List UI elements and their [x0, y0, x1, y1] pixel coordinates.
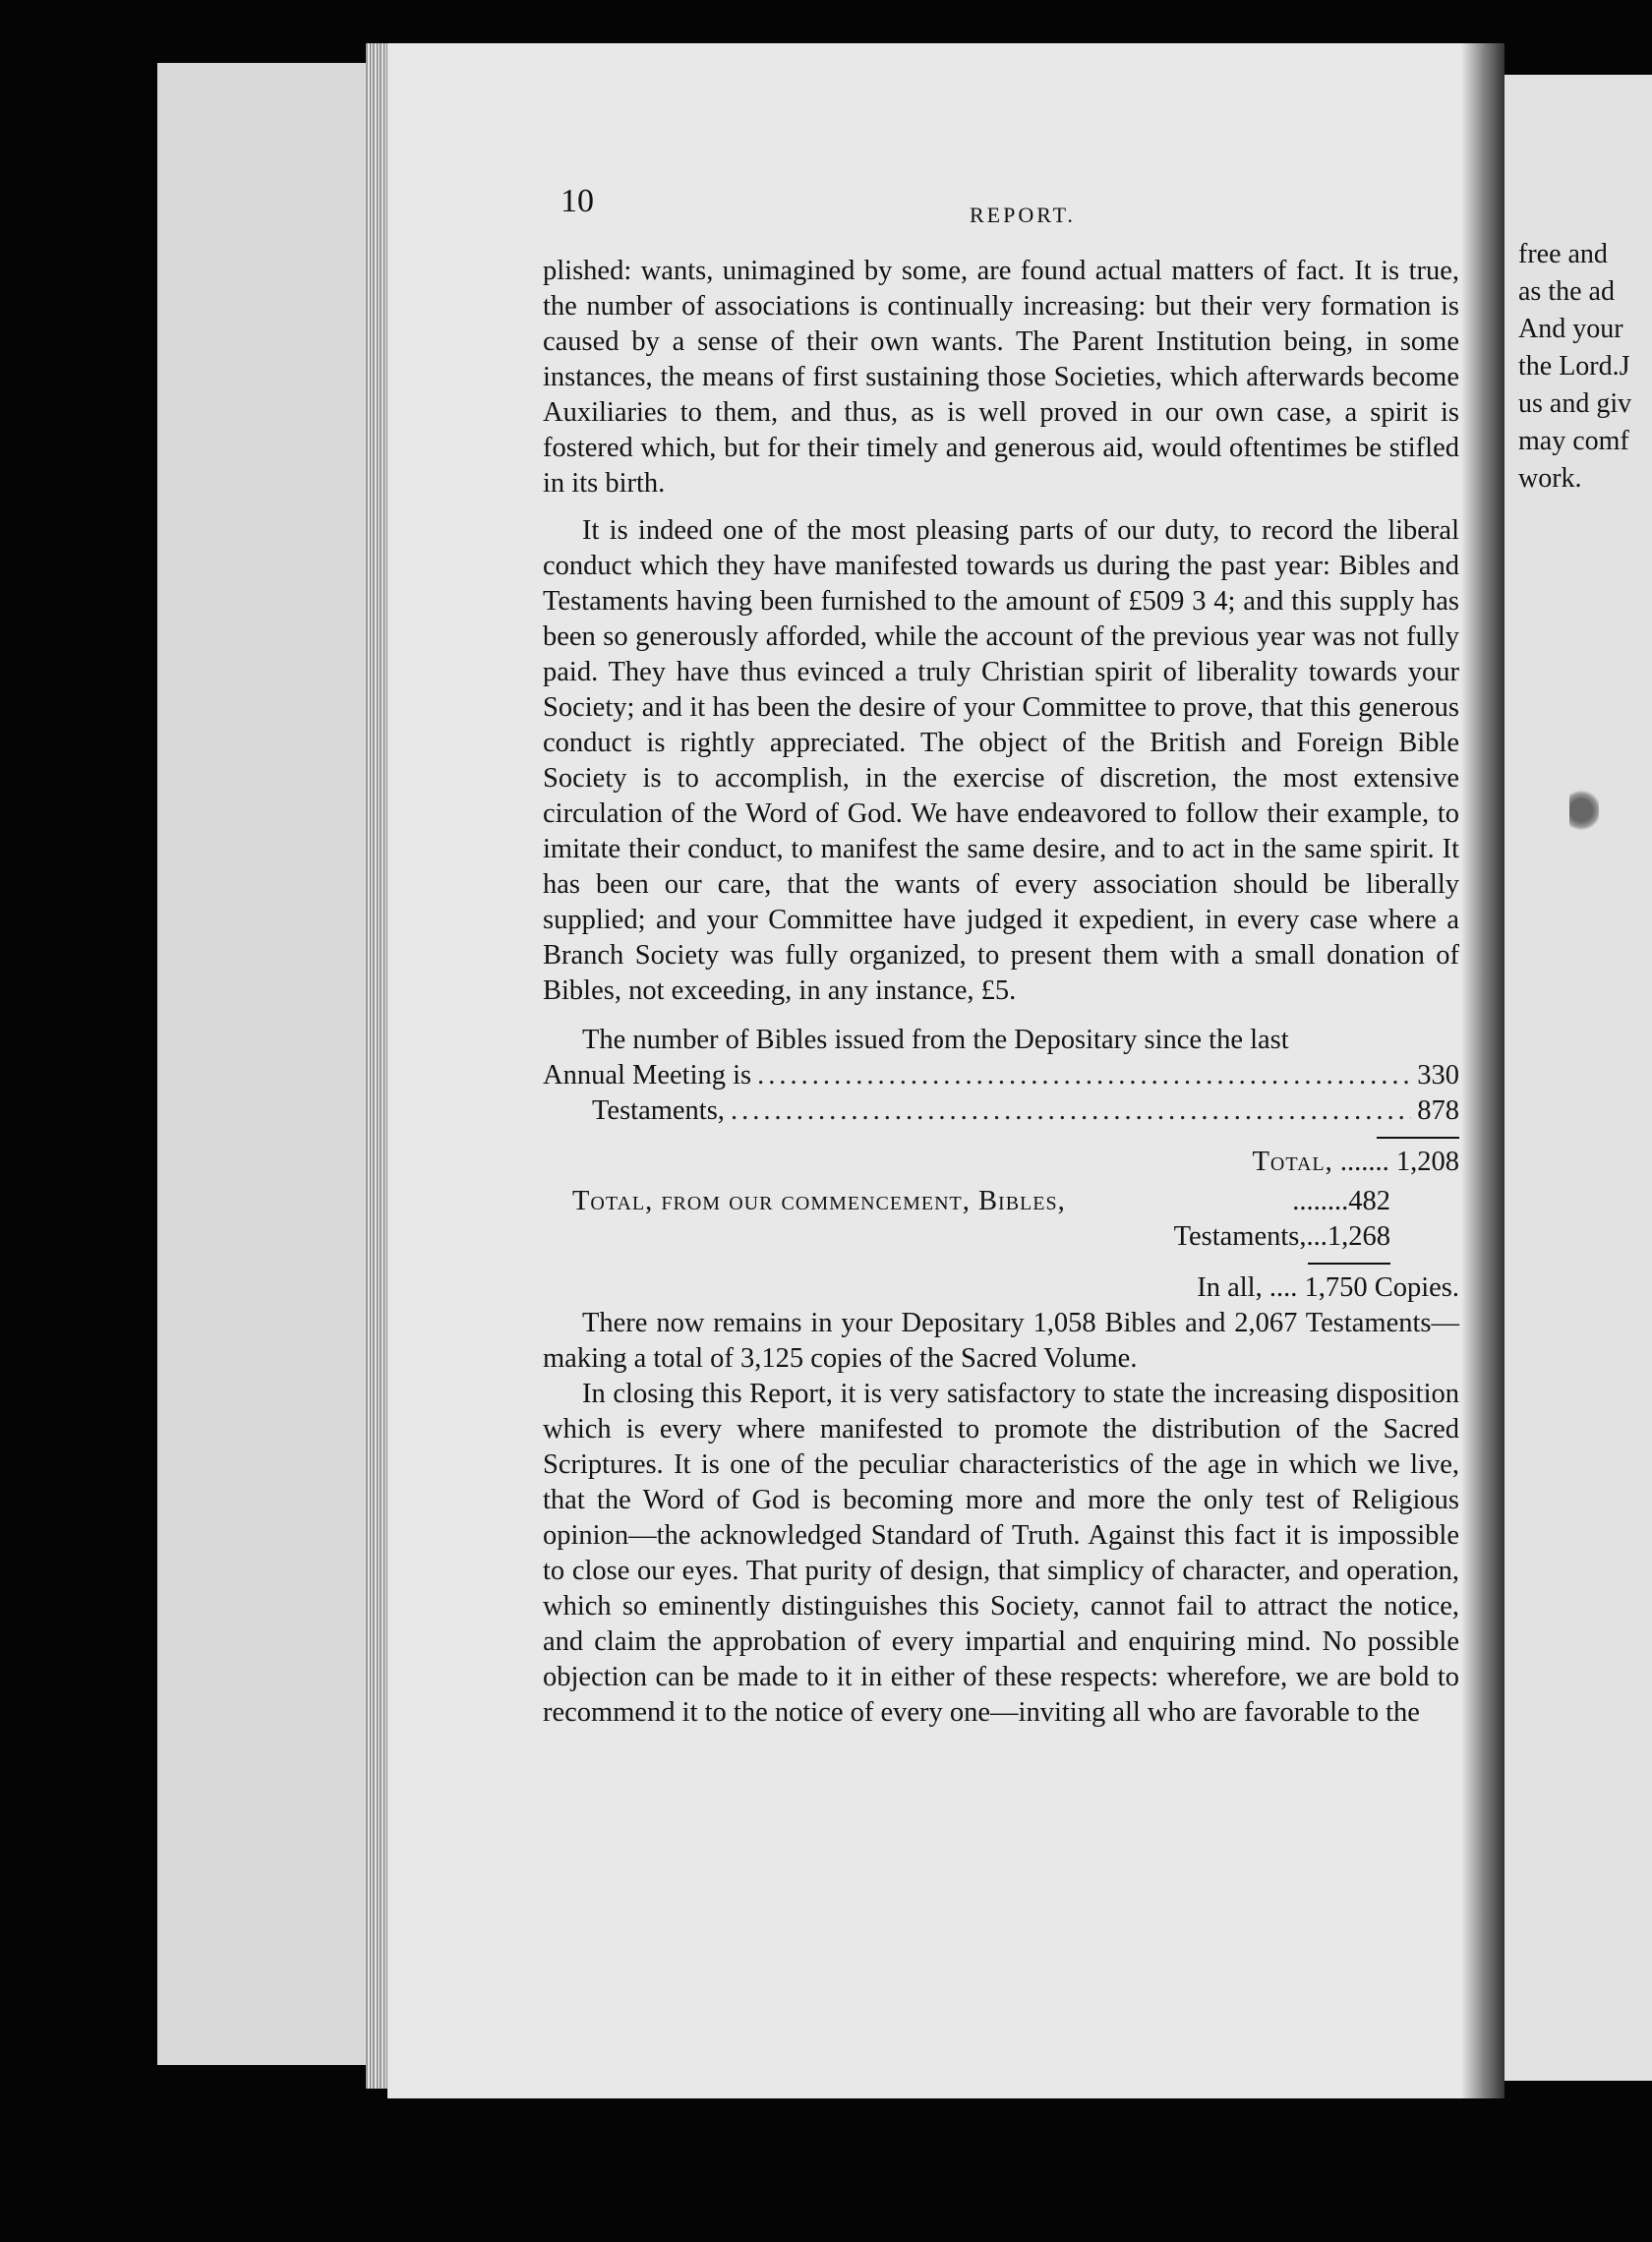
commencement-bibles-row — [543, 1184, 1459, 1219]
in-all-row — [543, 1270, 1459, 1306]
facing-line: us and giv — [1518, 388, 1632, 419]
facing-page-text — [1518, 236, 1652, 498]
paragraph-liberal-conduct: It is indeed one of the most pleasing parts of our duty, to record the liberal conduct which they have manifested towards us during the past year: Bibles and Testaments having been furnished to the amount of £509 3 4; and this supply has been so generously afforded, while the account of the previous year was not fully paid. They have thus evinced a truly Christian spirit of liberality towards your Society; and it has been the desire of your Committee to prove, that this generous conduct is rightly appreciated. The object of the British and Foreign Bible Society is to accomplish, in the exercise of discretion, the most extensive circulation of the Word of God. We have endeavored to follow their example, to imitate their conduct, to manifest the same desire, and to act in the same spirit. It has been our care, that the wants of every association should be liberally supplied; and your Committee have judged it expedient, in every case where a Branch Society was fully organized, to present them with a small donation of Bibles, not exceeding, in any instance, £5. — [543, 515, 1459, 1006]
leader-dots — [757, 1058, 1411, 1093]
total-label: Total, — [1252, 1147, 1333, 1177]
tally-intro: The number of Bibles issued from the Depositary since the last — [582, 1025, 1289, 1055]
in-all-dots: .... — [1268, 1272, 1298, 1303]
facing-line: work. — [1518, 463, 1582, 494]
tally-row-testaments — [543, 1093, 1459, 1129]
tally-row-bibles — [543, 1058, 1459, 1093]
facing-line: free and — [1518, 239, 1608, 269]
in-all-label: In all, — [1197, 1272, 1263, 1303]
commencement-dots: ........ — [1292, 1186, 1349, 1216]
facing-line: may comf — [1518, 426, 1629, 456]
commencement-label: Total, from our commencement, Bibles, — [572, 1186, 1066, 1216]
paper-speck — [1569, 789, 1599, 832]
facing-line: as the ad — [1518, 276, 1615, 307]
total-value: 1,208 — [1395, 1147, 1459, 1177]
paragraph-continuation: plished: wants, unimagined by some, are found actual matters of fact. It is true, the number of associations is continually increasing: but their very formation is caused by a sense of their own wants. The Parent Institution being, in some instances, the means of first sustaining those Societies, which afterwards become Auxiliaries to them, and thus, as is well proved in our own case, a spirit is fostered which, but for their timely and generous aid, would oftentimes be stifled in its birth. — [543, 256, 1459, 499]
sum-rule — [1308, 1263, 1390, 1265]
commencement-bibles: 482 — [1348, 1186, 1390, 1216]
left-margin-strip — [157, 63, 376, 2065]
sum-rule — [1377, 1137, 1459, 1139]
facing-line: And your — [1518, 314, 1623, 344]
paragraph-closing: In closing this Report, it is very satisfactory to state the increasing disposition which is every where manifested to promote the distribution of the Sacred Scriptures. It is one of the peculiar characteristics of the age in which we live, that the Word of God is becoming more and more the only test of Religious opinion—the acknowledged Standard of Truth. Against this fact it is impossible to close our eyes. That purity of design, that simplicy of character, and operation, which so eminently distinguishes this Society, cannot fail to attract the notice, and claim the approbation of every impartial and enquiring mind. No possible objection can be made to it in either of these respects: wherefore, we are bold to recommend it to the notice of every one—inviting all who are favorable to the — [543, 1379, 1459, 1728]
page-number: 10 — [560, 183, 594, 219]
leader-dots — [731, 1093, 1411, 1129]
facing-line: the Lord.J — [1518, 351, 1630, 382]
commencement-test-label: Testaments, — [1173, 1221, 1307, 1252]
total-dots: ....... — [1339, 1147, 1389, 1177]
commencement-test-dots: ... — [1306, 1221, 1328, 1252]
tally-label-testaments: Testaments, — [592, 1095, 725, 1126]
running-title: REPORT. — [970, 203, 1076, 227]
tally-total — [543, 1145, 1459, 1180]
commencement-testaments-row — [543, 1219, 1459, 1255]
paragraph-remaining: There now remains in your Depositary 1,058 Bibles and 2,067 Testaments—making a total of 3,125 copies of the Sacred Volume. — [543, 1308, 1459, 1374]
tally-label-annual: Annual Meeting is — [543, 1060, 752, 1091]
commencement-test-value: 1,268 — [1327, 1221, 1390, 1252]
tally-value-testaments: 878 — [1417, 1095, 1459, 1126]
page-edges — [366, 43, 389, 2089]
gutter-shadow — [1461, 43, 1504, 2098]
in-all-value: 1,750 Copies. — [1304, 1272, 1459, 1303]
tally-value-annual: 330 — [1417, 1060, 1459, 1091]
body-text — [543, 254, 1459, 1731]
issue-tally — [543, 1023, 1459, 1306]
